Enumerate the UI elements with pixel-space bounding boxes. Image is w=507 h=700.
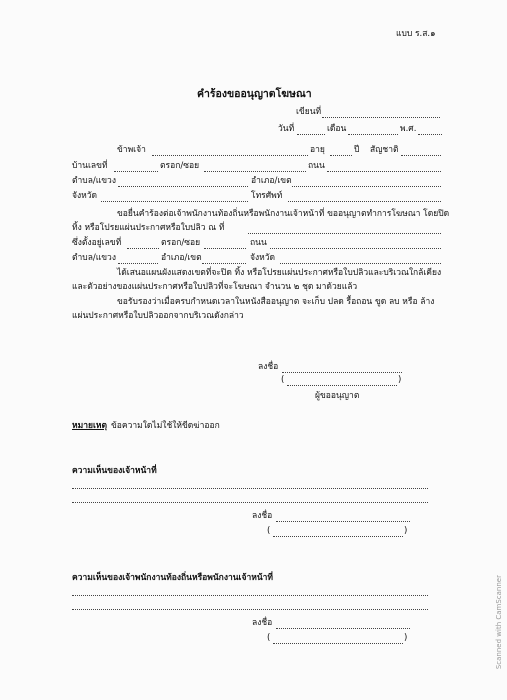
location-road-label: ถนน [250, 238, 267, 248]
officer-opinion-title: ความเห็นของเจ้าหน้าที่ [72, 466, 157, 476]
form-code: แบบ ร.ส.๑ [396, 29, 436, 39]
written-at-line [322, 117, 440, 118]
authority-opinion-line-1 [72, 595, 428, 596]
road-line [327, 171, 441, 172]
subdistrict-label: ตำบล/แขวง [72, 176, 116, 186]
note-label: หมายเหตุ [72, 421, 107, 431]
applicant-paren-open: ( [281, 375, 285, 385]
nationality-label: สัญชาติ [370, 145, 399, 155]
year-label: พ.ศ. [400, 124, 417, 134]
applicant-name-line [152, 155, 308, 156]
location-province-line [280, 263, 441, 264]
location-no-line [127, 248, 159, 249]
applicant-sign-label: ลงชื่อ [258, 362, 279, 372]
request-text-1: ขอยื่นคำร้องต่อเจ้าพนักงานท้องถิ่นหรือพนักงานเจ้าหน้าที่ ขออนุญาตทำการโฆษณา โดยปิด [117, 209, 450, 219]
phone-label: โทรศัพท์ [251, 191, 283, 201]
location-alley-line [204, 248, 246, 249]
certify-text-2: แผ่นประกาศหรือใบปลิวออกจากบริเวณดังกล่าว [72, 311, 244, 321]
officer-name-line [273, 536, 403, 537]
location-alley-label: ตรอก/ซอย [161, 238, 201, 248]
road-label: ถนน [308, 161, 325, 171]
location-province-label: จังหวัด [250, 253, 276, 263]
house-no-line [114, 171, 158, 172]
location-no-label: ซึ่งตั้งอยู่เลขที่ [72, 238, 122, 248]
plan-text-1: ได้เสนอแผนผังแสดงเขตที่จะปิด ทิ้ง หรือโปรยแผ่นประกาศหรือใบปลิวและบริเวณใกล้เคียง [117, 268, 442, 278]
date-label: วันที่ [278, 124, 295, 134]
page-title: คำร้องขออนุญาตโฆษณา [197, 88, 312, 100]
year-line [418, 134, 442, 135]
certify-text-1: ขอรับรองว่าเมื่อครบกำหนดเวลาในหนังสืออนุญาต จะเก็บ ปลด รื้อถอน ขูด ลบ หรือ ล้าง [117, 297, 435, 307]
location-subdistrict-label: ตำบล/แขวง [72, 253, 116, 263]
month-line [348, 134, 398, 135]
officer-sign-line [276, 521, 410, 522]
authority-sign-line [276, 628, 410, 629]
age-line [330, 155, 352, 156]
subdistrict-line [118, 186, 248, 187]
location-district-label: อำเภอ/เขต [161, 253, 202, 263]
plan-text-2: และตัวอย่างของแผ่นประกาศหรือใบปลิวที่จะโฆษณา จำนวน ๒ ชุด มาด้วยแล้ว [72, 282, 358, 292]
location-subdistrict-line [118, 263, 158, 264]
applicant-name-print-line [287, 385, 397, 386]
years-label: ปี [354, 145, 360, 155]
request-text-2: ทิ้ง หรือโปรยแผ่นประกาศหรือใบปลิว ณ ที่ [72, 223, 225, 233]
alley-line [204, 171, 306, 172]
alley-label: ตรอก/ซอย [160, 161, 200, 171]
location-district-line [202, 263, 246, 264]
applicant-paren-close: ) [398, 375, 402, 385]
applicant-role: ผู้ขออนุญาต [315, 391, 360, 401]
district-label: อำเภอ/เขต [251, 176, 292, 186]
location-line [248, 233, 441, 234]
authority-paren-close: ) [404, 633, 408, 643]
officer-opinion-line-2 [72, 502, 428, 503]
applicant-label: ข้าพเจ้า [117, 145, 146, 155]
age-label: อายุ [310, 145, 325, 155]
authority-paren-open: ( [267, 633, 271, 643]
date-line [297, 134, 325, 135]
nationality-line [401, 155, 441, 156]
province-line [101, 201, 248, 202]
authority-sign-label: ลงชื่อ [252, 618, 273, 628]
authority-opinion-line-2 [72, 609, 428, 610]
officer-paren-close: ) [404, 526, 408, 536]
officer-paren-open: ( [267, 526, 271, 536]
location-road-line [270, 248, 441, 249]
district-line [292, 186, 441, 187]
note-text: ข้อความใดไม่ใช้ให้ขีดฆ่าออก [111, 421, 220, 431]
house-no-label: บ้านเลขที่ [72, 161, 108, 171]
scanner-watermark: Scanned with CamScanner [495, 575, 503, 670]
officer-opinion-line-1 [72, 488, 428, 489]
officer-sign-label: ลงชื่อ [252, 511, 273, 521]
authority-name-line [273, 643, 403, 644]
province-label: จังหวัด [72, 191, 98, 201]
month-label: เดือน [327, 124, 347, 134]
written-at-label: เขียนที่ [296, 107, 322, 117]
phone-line [288, 201, 441, 202]
applicant-sign-line [282, 372, 402, 373]
authority-opinion-title: ความเห็นของเจ้าพนักงานท้องถิ่นหรือพนักงานเจ้าหน้าที่ [72, 573, 274, 583]
